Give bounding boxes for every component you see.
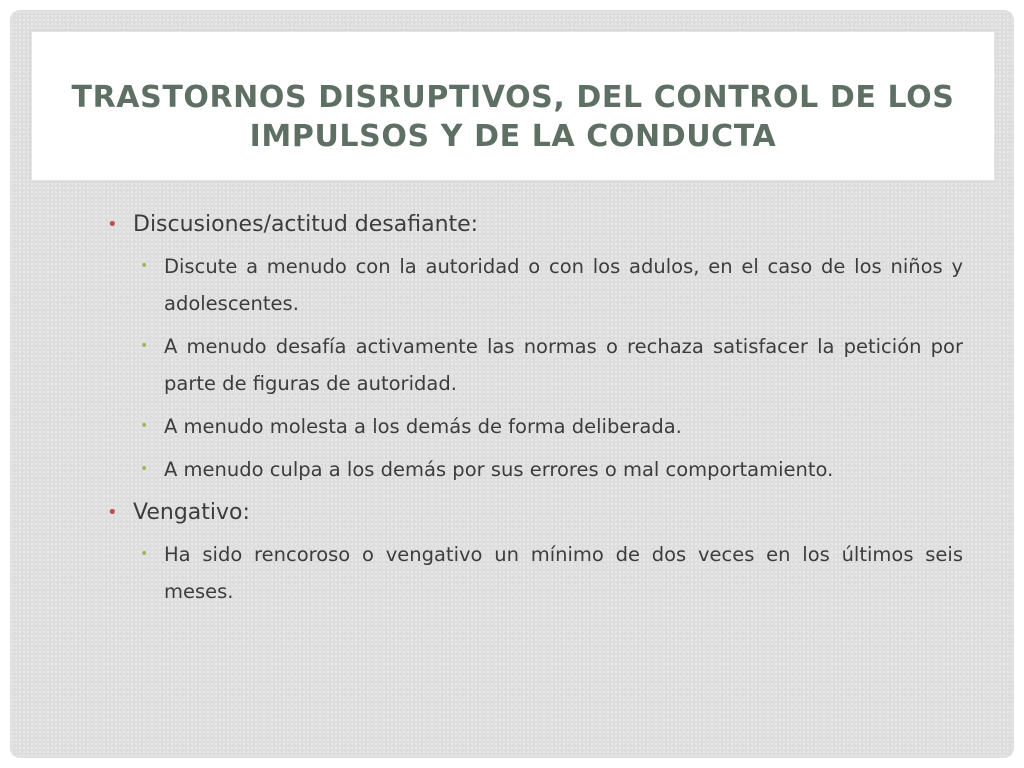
- bullet-icon: •: [107, 214, 118, 235]
- sub-bullet: [107, 248, 963, 322]
- sub-bullet-text: A menudo molesta a los demás de forma deliberada.: [164, 415, 682, 438]
- sub-bullet-text: A menudo culpa a los demás por sus errores o mal comportamiento.: [164, 458, 834, 481]
- bullet-vengativo: [107, 498, 963, 528]
- bullet-icon: •: [140, 461, 149, 477]
- section-heading: Vengativo:: [133, 500, 250, 525]
- bullet-icon: •: [107, 502, 118, 523]
- sub-bullet-text: Ha sido rencoroso o vengativo un mínimo de dos veces en los últimos seis meses.: [164, 543, 963, 603]
- sub-bullet: [107, 408, 963, 445]
- section-heading: Discusiones/actitud desafiante:: [133, 212, 479, 237]
- slide-title: TRASTORNOS DISRUPTIVOS, DEL CONTROL DE LOS IMPULSOS Y DE LA CONDUCTA: [71, 80, 955, 154]
- title-box: [31, 31, 995, 181]
- slide-content: [107, 210, 963, 616]
- bullet-icon: •: [140, 546, 149, 562]
- bullet-icon: •: [140, 258, 149, 274]
- bullet-discusiones: [107, 210, 963, 240]
- sub-bullet: [107, 536, 963, 610]
- bullet-icon: •: [140, 338, 149, 354]
- sub-bullet-text: A menudo desafía activamente las normas o rechaza satisfacer la petición por parte de figuras de autoridad.: [164, 335, 963, 395]
- sub-bullet: [107, 328, 963, 402]
- sub-bullet-text: Discute a menudo con la autoridad o con los adulos, en el caso de los niños y adolescentes.: [164, 255, 963, 315]
- sub-bullet: [107, 451, 963, 488]
- bullet-icon: •: [140, 418, 149, 434]
- slide: [10, 10, 1014, 758]
